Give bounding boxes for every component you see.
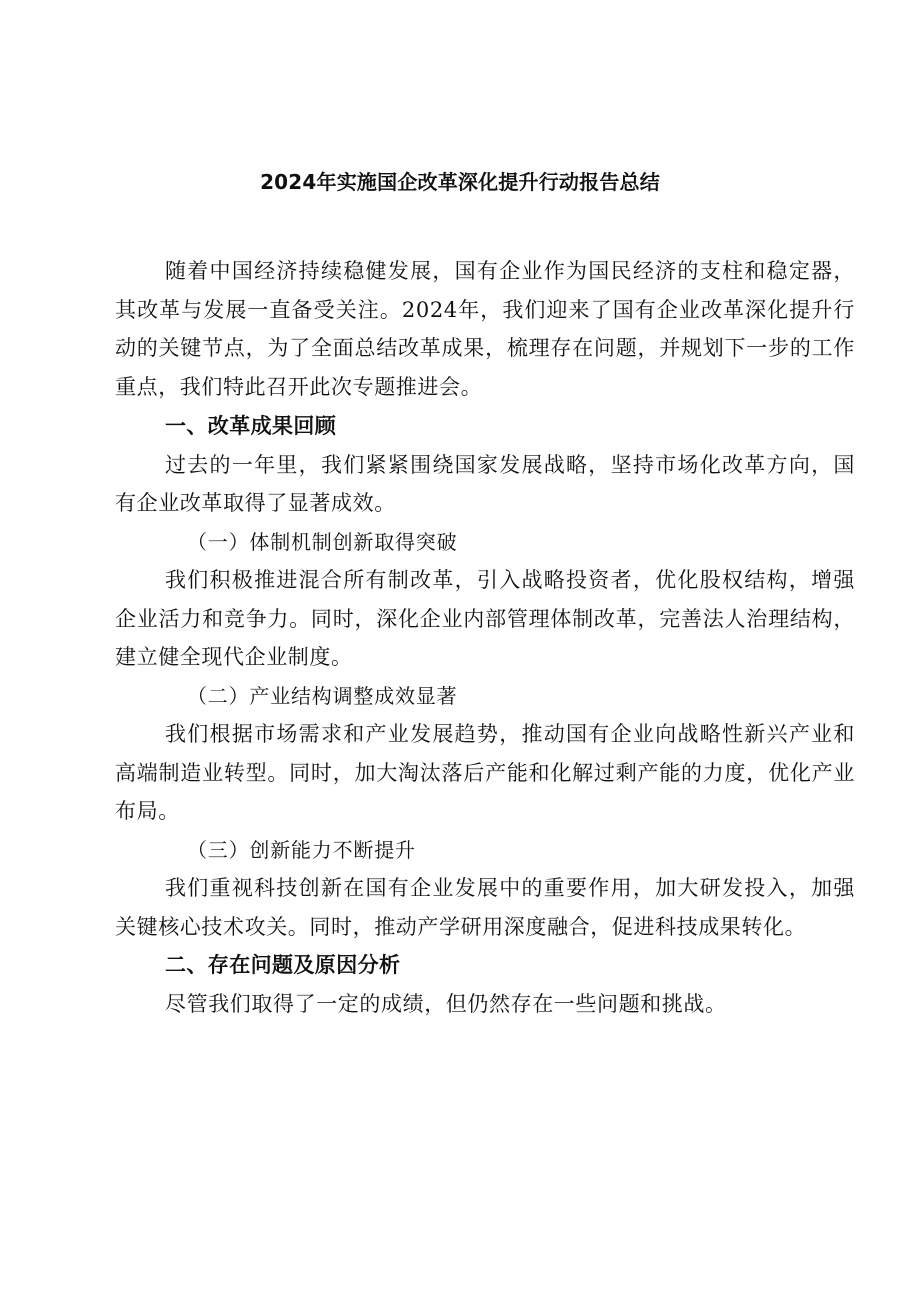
subsection-1-text: 我们积极推进混合所有制改革，引入战略投资者，优化股权结构，增强企业活力和竞争力。同时，深化企业内部管理体制改革，完善法人治理结构，建立健全现代企业制度。 bbox=[115, 568, 855, 669]
section-2-heading: 二、存在问题及原因分析 bbox=[165, 953, 401, 977]
subsection-3-text: 我们重视科技创新在国有企业发展中的重要作用，加大研发投入，加强关键核心技术攻关。同时，推动产学研用深度融合，促进科技成果转化。 bbox=[115, 876, 855, 939]
document-title: 2024年实施国企改革深化提升行动报告总结 bbox=[260, 170, 660, 194]
intro-paragraph: 随着中国经济持续稳健发展，国有企业作为国民经济的支柱和稳定器，其改革与发展一直备受关注。2024年，我们迎来了国有企业改革深化提升行动的关键节点，为了全面总结改革成果，梳理存在问题，并规划下一步的工作重点，我们特此召开此次专题推进会。 bbox=[115, 259, 855, 399]
subsection-1-heading: （一）体制机制创新取得突破 bbox=[187, 529, 458, 554]
section-1-lead: 过去的一年里，我们紧紧围绕国家发展战略，坚持市场化改革方向，国有企业改革取得了显著成效。 bbox=[115, 452, 855, 515]
subsection-3-heading: （三）创新能力不断提升 bbox=[187, 837, 416, 862]
document-body bbox=[115, 252, 855, 1023]
subsection-2-text: 我们根据市场需求和产业发展趋势，推动国有企业向战略性新兴产业和高端制造业转型。同时，加大淘汰落后产能和化解过剩产能的力度，优化产业布局。 bbox=[115, 722, 855, 823]
section-2-lead: 尽管我们取得了一定的成绩，但仍然存在一些问题和挑战。 bbox=[165, 991, 727, 1016]
subsection-2-heading: （二）产业结构调整成效显著 bbox=[187, 683, 458, 708]
section-1-heading: 一、改革成果回顾 bbox=[165, 414, 337, 438]
